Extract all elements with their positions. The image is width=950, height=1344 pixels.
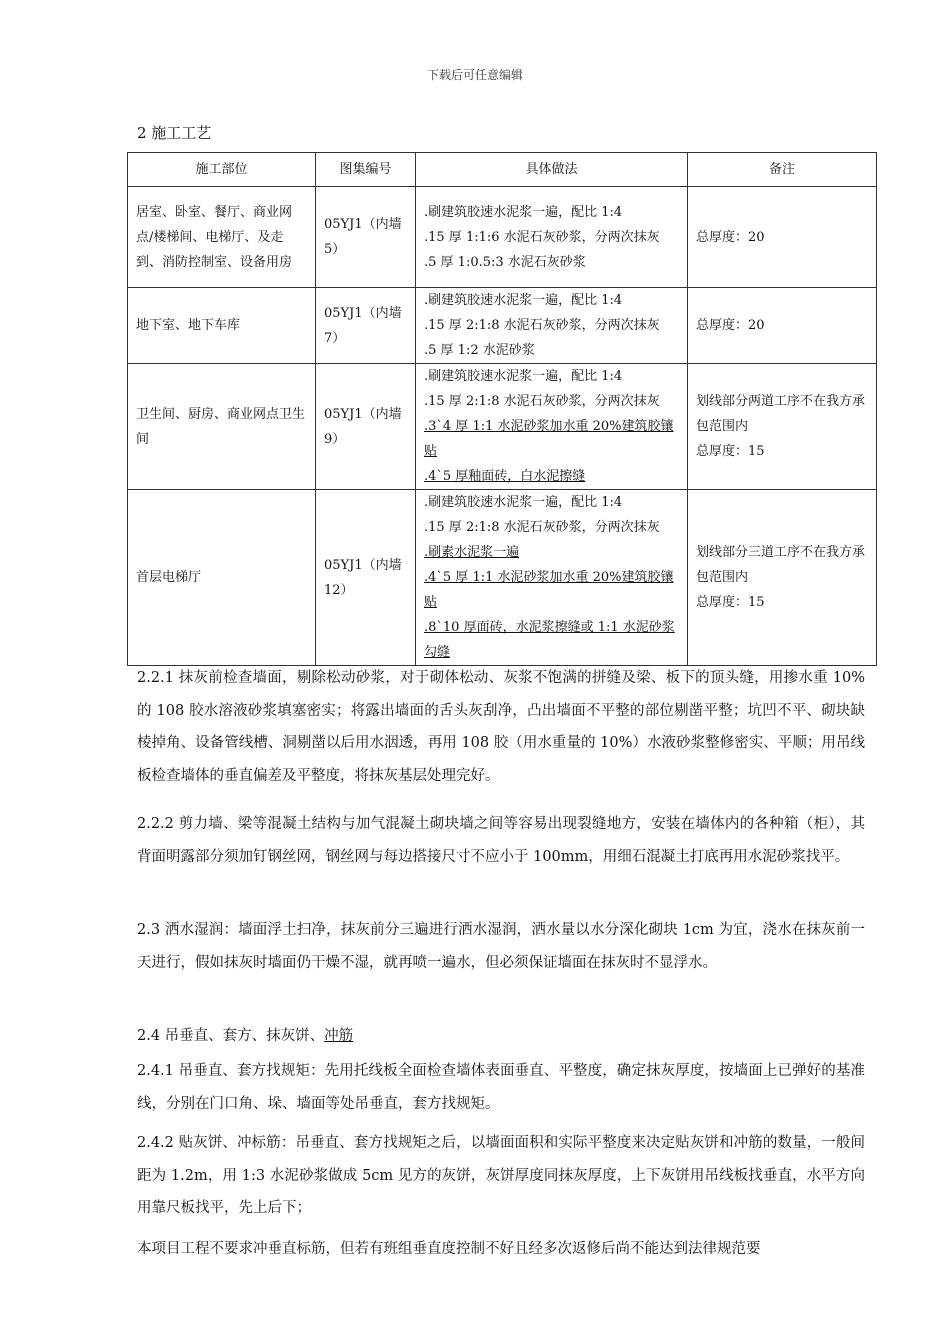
- table-row: [128, 490, 877, 666]
- method-line-underlined: .4`5 厚 1:1 水泥砂浆加水重 20%建筑胶镶贴: [424, 570, 674, 610]
- cell-method: [416, 187, 688, 288]
- table-row: [128, 187, 877, 288]
- cell-remark: [688, 187, 877, 288]
- method-line-underlined: .4`5 厚釉面砖，白水泥擦缝: [424, 469, 586, 484]
- table-header-row: [128, 153, 877, 187]
- remark-line: 划线部分三道工序不在我方承包范围内: [696, 545, 866, 585]
- cell-location: 卫生间、厨房、商业网点卫生间: [128, 364, 316, 490]
- paragraph-2-2-2: 2.2.2 剪力墙、梁等混凝土结构与加气混凝土砌块墙之间等容易出现裂缝地方，安装在墙体内的各种箱（柜），其背面明露部分须加钉钢丝网，钢丝网与每边搭接尺寸不应小于 100mm，用细石混凝土打底再用水泥砂浆找平。: [137, 816, 865, 865]
- cell-code: 05YJ1（内墙12）: [316, 490, 416, 666]
- cell-method: [416, 490, 688, 666]
- header-remark: 备注: [688, 153, 877, 187]
- method-line: .5 厚 1:0.5:3 水泥石灰砂浆: [424, 254, 586, 270]
- page-header-note: 下载后可任意编辑: [426, 68, 523, 82]
- remark-line: 总厚度：15: [696, 595, 765, 610]
- method-line: .15 厚 2:1:8 水泥石灰砂浆，分两次抹灰: [424, 394, 660, 409]
- method-line-underlined: .刷素水泥浆一遍: [424, 545, 520, 560]
- method-line: .15 厚 1:1:6 水泥石灰砂浆，分两次抹灰: [424, 229, 660, 245]
- cell-code: 05YJ1（内墙9）: [316, 364, 416, 490]
- paragraph-2-4-1: 2.4.1 吊垂直、套方找规矩：先用托线板全面检查墙体表面垂直、平整度，确定抹灰厚度，按墙面上已弹好的基准线，分别在门口角、垛、墙面等处吊垂直，套方找规矩。: [137, 1063, 865, 1112]
- remark-line: 总厚度：15: [696, 444, 765, 459]
- table-row: [128, 364, 877, 490]
- cell-remark: [688, 490, 877, 666]
- remark-line: 划线部分两道工序不在我方承包范围内: [696, 394, 866, 434]
- section-title: 2 施工工艺: [137, 124, 212, 142]
- remark-line: 总厚度：20: [696, 229, 765, 245]
- method-line: .刷建筑胶速水泥浆一遍，配比 1:4: [424, 293, 623, 308]
- method-line-underlined: .8`10 厚面砖，水泥浆擦缝或 1:1 水泥砂浆勾缝: [424, 620, 675, 660]
- cell-method: [416, 288, 688, 364]
- paragraph-2-2-1: 2.2.1 抹灰前检查墙面，剔除松动砂浆，对于砌体松动、灰浆不饱满的拼缝及梁、板下的顶头缝，用掺水重 10%的 108 胶水溶液砂浆填塞密实；将露出墙面的舌头灰刮净，凸出墙面不平整的部位剔凿平整；坑凹不平、砌块缺棱掉角、设备管线槽、洞剔凿以后用水洇透，再用 108 胶（用水重量的 10%）水液砂浆整修密实、平顺；用吊线板检查墙体的垂直偏差及平整度，将抹灰基层处理完好。: [137, 670, 865, 784]
- table-row: [128, 288, 877, 364]
- cell-code: 05YJ1（内墙5）: [316, 187, 416, 288]
- method-line: .刷建筑胶速水泥浆一遍，配比 1:4: [424, 495, 623, 510]
- remark-line: 总厚度：20: [696, 318, 765, 333]
- paragraph-2-4-underlined: 冲筋: [324, 1028, 354, 1044]
- method-line-underlined: .3`4 厚 1:1 水泥砂浆加水重 20%建筑胶镶贴: [424, 419, 674, 459]
- paragraph-final: 本项目工程不要求冲垂直标筋，但若有班组垂直度控制不好且经多次返修后尚不能达到法律规范要: [137, 1241, 761, 1257]
- cell-location: 居室、卧室、餐厅、商业网点/楼梯间、电梯厅、及走到、消防控制室、设备用房: [128, 187, 316, 288]
- cell-code: 05YJ1（内墙7）: [316, 288, 416, 364]
- method-line: .刷建筑胶速水泥浆一遍，配比 1:4: [424, 369, 623, 384]
- construction-spec-table: [127, 152, 877, 666]
- paragraph-2-4-2: 2.4.2 贴灰饼、冲标筋：吊垂直、套方找规矩之后，以墙面面积和实际平整度来决定贴灰饼和冲筋的数量，一般间距为 1.2m，用 1:3 水泥砂浆做成 5cm 见方的灰饼，灰饼厚度同抹灰厚度，上下灰饼用吊线板找垂直，水平方向用靠尺板找平，先上后下；: [137, 1135, 865, 1216]
- cell-remark: [688, 364, 877, 490]
- header-code: 图集编号: [316, 153, 416, 187]
- cell-location: 首层电梯厅: [128, 490, 316, 666]
- method-line: .15 厚 2:1:8 水泥石灰砂浆，分两次抹灰: [424, 520, 660, 535]
- method-line: .5 厚 1:2 水泥砂浆: [424, 343, 535, 358]
- header-method: 具体做法: [416, 153, 688, 187]
- header-location: 施工部位: [128, 153, 316, 187]
- paragraph-2-3: 2.3 洒水湿润：墙面浮土扫净，抹灰前分三遍进行洒水湿润，洒水量以水分深化砌块 1cm 为宜，浇水在抹灰前一天进行，假如抹灰时墙面仍干燥不湿，就再喷一遍水，但必须保证墙面在抹灰时不显浮水。: [137, 922, 865, 971]
- paragraph-2-4: [137, 1020, 865, 1053]
- cell-remark: [688, 288, 877, 364]
- cell-method: [416, 364, 688, 490]
- paragraph-2-4-text: 2.4 吊垂直、套方、抹灰饼、: [137, 1028, 325, 1044]
- method-line: .15 厚 2:1:8 水泥石灰砂浆，分两次抹灰: [424, 318, 660, 333]
- cell-location: 地下室、地下车库: [128, 288, 316, 364]
- method-line: .刷建筑胶速水泥浆一遍，配比 1:4: [424, 204, 623, 220]
